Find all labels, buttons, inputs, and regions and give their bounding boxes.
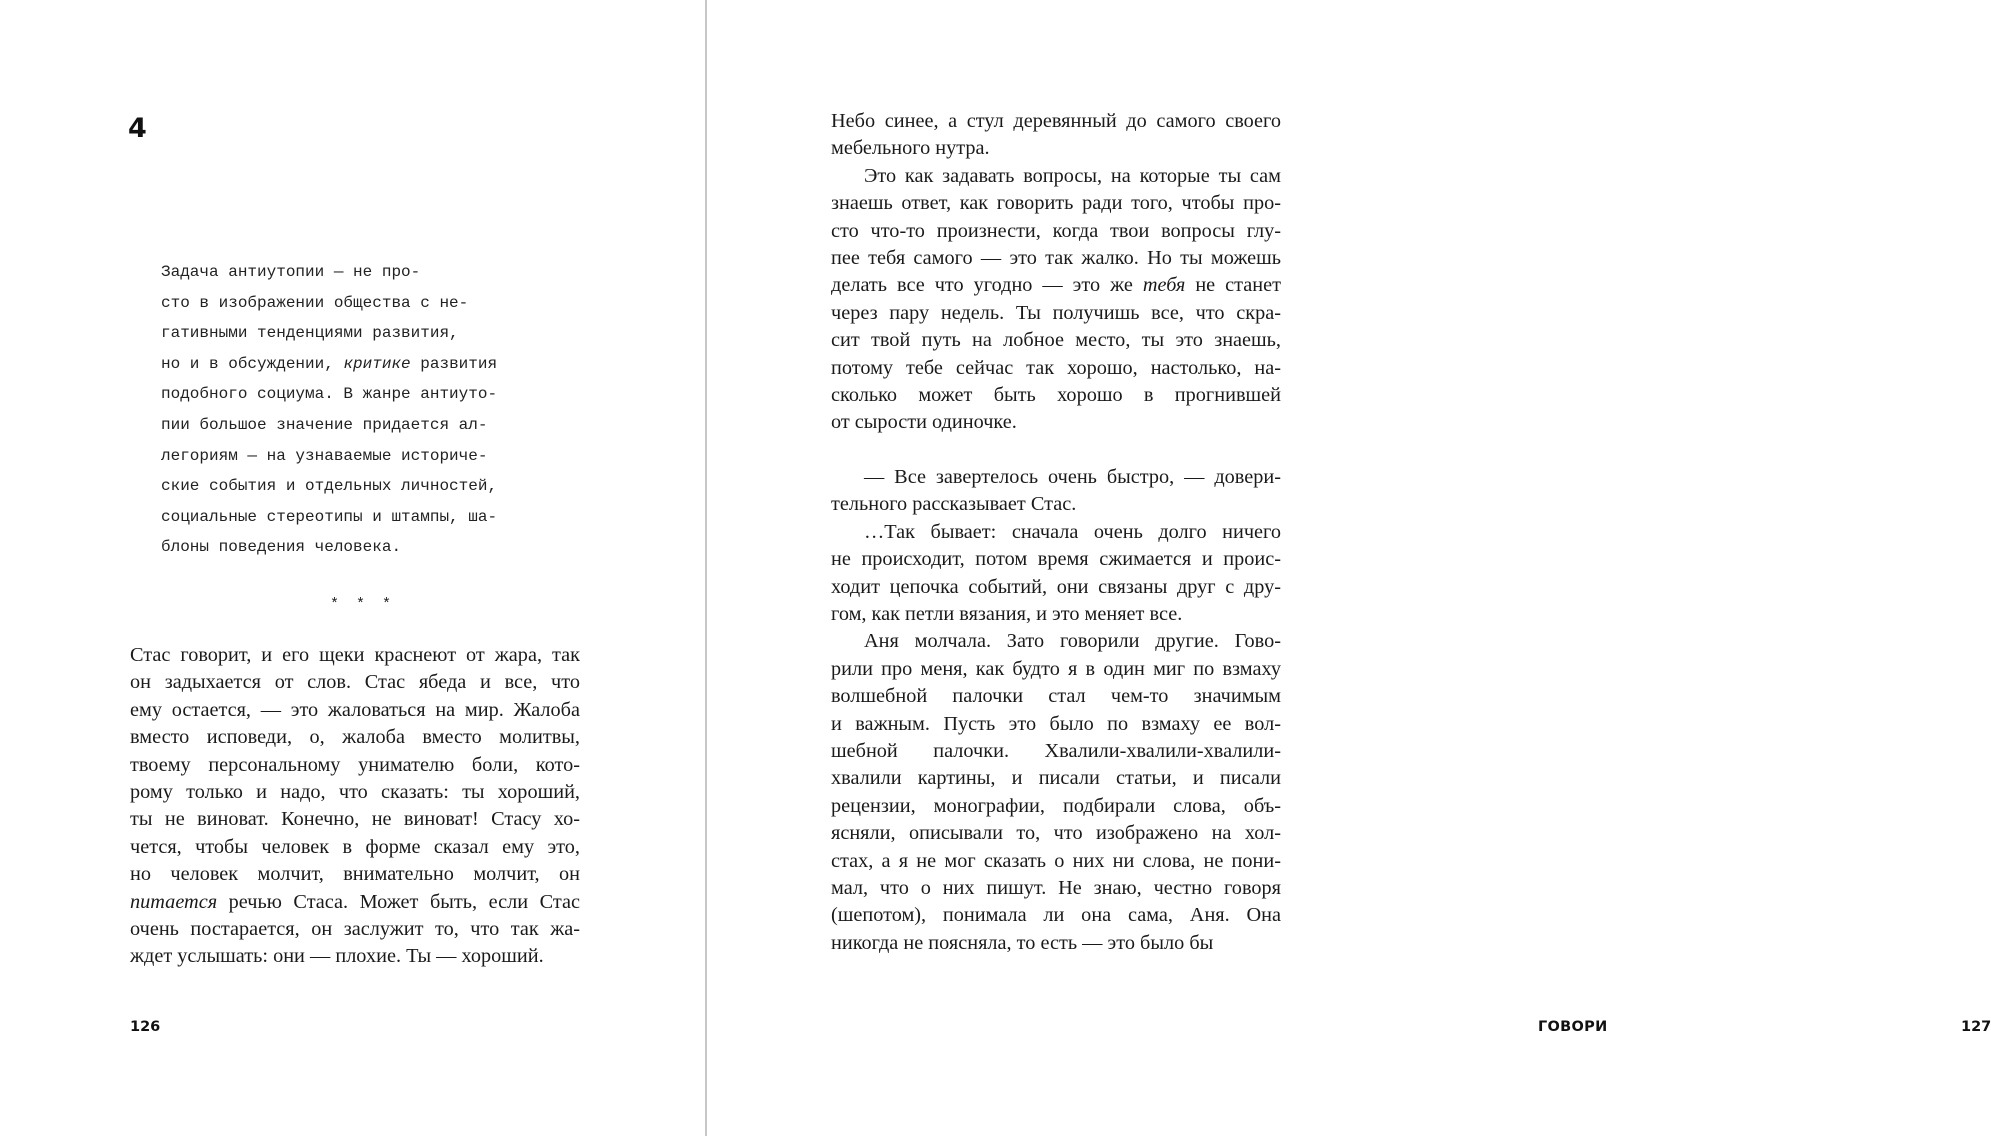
epigraph-line: подобного социума. В жанре антиуто-	[161, 385, 498, 404]
text-line: вместо исповеди, о, жалоба вместо молитвы,	[130, 726, 580, 749]
epigraph-line: сто в изображении общества с не-	[161, 293, 469, 312]
right-body-text	[831, 108, 1281, 957]
text-line: рому только и надо, что сказать: ты хороший,	[130, 780, 580, 803]
text-line: Небо синее, а стул деревянный до самого своего	[831, 110, 1281, 132]
left-page	[0, 0, 705, 1136]
paragraph	[831, 628, 1281, 957]
text-line: (шепотом), понимала ли она сама, Аня. Она	[831, 904, 1281, 927]
text-segment: развития	[410, 354, 498, 373]
text-line: никогда не поясняла, то есть — это было бы	[831, 931, 1214, 954]
text-line: через пару недель. Ты получишь все, что скра-	[831, 301, 1281, 324]
text-line: ходит цепочка событий, они связаны друг с дру-	[831, 575, 1281, 598]
text-line: стах, а я не мог сказать о них ни слова, не пони-	[831, 849, 1281, 872]
text-line: мебельного нутра.	[831, 137, 990, 160]
text-line: от сырости одиночке.	[831, 411, 1017, 434]
text-line: тельного рассказывает Стас.	[831, 493, 1077, 516]
text-segment: не станет	[1185, 274, 1281, 297]
paragraph	[831, 464, 1281, 519]
chapter-number: 4	[128, 113, 147, 144]
text-line: волшебной палочки стал чем-то значимым	[831, 685, 1281, 708]
paragraph	[831, 163, 1281, 437]
text-line: и важным. Пусть это было по взмаху ее вол-	[831, 712, 1281, 735]
text-line: — Все завертелось очень быстро, — довери-	[864, 466, 1281, 489]
text-segment: делать все что угодно — это же	[831, 274, 1143, 297]
paragraph	[831, 108, 1281, 163]
left-body-text	[130, 642, 580, 971]
text-segment: но и в обсуждении,	[161, 354, 344, 373]
text-line	[831, 272, 1281, 299]
text-line: потому тебе сейчас так хорошо, настолько, на-	[831, 356, 1281, 379]
emphasis: тебя	[1142, 274, 1186, 297]
epigraph	[161, 257, 581, 563]
text-line: гом, как петли вязания, и это меняет все.	[831, 603, 1183, 626]
text-line: сколько может быть хорошо в прогнившей	[831, 383, 1281, 406]
section-separator: * * *	[330, 596, 396, 613]
epigraph-line: Задача антиутопии — не про-	[161, 263, 421, 281]
text-line: сто что-то произнести, когда твои вопросы глу-	[831, 219, 1281, 242]
epigraph-line: ские события и отдельных личностей,	[161, 477, 498, 496]
text-line	[130, 889, 580, 916]
epigraph-line: пии большое значение придается ал-	[161, 415, 488, 434]
emphasis: питается	[130, 890, 218, 913]
text-line: пее тебя самого — это так жалко. Но ты можешь	[831, 246, 1281, 269]
epigraph-line: социальные стереотипы и штампы, ша-	[161, 507, 498, 526]
text-line: твоему персональному унимателю боли, кото-	[130, 753, 580, 776]
page-number-right: 127	[1961, 1019, 1991, 1035]
text-line: ясняли, описывали то, что изображено на хол-	[831, 822, 1281, 845]
text-line: …Так бывает: сначала очень долго ничего	[864, 520, 1281, 543]
paragraph-gap	[831, 437, 1281, 464]
paragraph	[831, 519, 1281, 629]
text-line: не происходит, потом время сжимается и проис-	[831, 548, 1281, 571]
text-line: ему остается, — это жаловаться на мир. Жалоба	[130, 698, 580, 721]
epigraph-line: гативными тенденциями развития,	[161, 324, 459, 343]
epigraph-line: блоны поведения человека.	[161, 538, 402, 557]
text-line: рецензии, монографии, подбирали слова, объ-	[831, 794, 1281, 817]
text-line: знаешь ответ, как говорить ради того, чтобы про-	[831, 192, 1281, 215]
text-line: мал, что о них пишут. Не знаю, честно говоря	[831, 876, 1281, 899]
text-line: ждет услышать: они — плохие. Ты — хороший.	[130, 945, 544, 968]
text-line: но человек молчит, внимательно молчит, он	[130, 863, 580, 886]
running-head: ГОВОРИ	[1538, 1019, 1608, 1035]
text-line: ты не виноват. Конечно, не виноват! Стасу хо-	[130, 808, 580, 831]
text-line: Стас говорит, и его щеки краснеют от жара, так	[130, 644, 580, 666]
text-line: хвалили картины, и писали статьи, и писали	[831, 767, 1281, 790]
emphasis: критике	[343, 354, 411, 373]
text-line: сит твой путь на лобное место, ты это знаешь,	[831, 329, 1281, 352]
epigraph-line: легориям — на узнаваемые историче-	[161, 446, 488, 465]
text-line: рили про меня, как будто я в один миг по взмаху	[831, 657, 1281, 680]
text-line: чется, чтобы человек в форме сказал ему это,	[130, 835, 580, 858]
epigraph-line	[161, 349, 581, 380]
text-line: Аня молчала. Зато говорили другие. Гово-	[864, 630, 1281, 653]
text-segment: речью Стаса. Может быть, если Стас	[217, 890, 580, 913]
text-line: шебной палочки. Хвалили-хвалили-хвалили-	[831, 739, 1281, 762]
text-line: Это как задавать вопросы, на которые ты сам	[864, 164, 1281, 187]
page-number-left: 126	[130, 1019, 161, 1035]
text-line: очень постарается, он заслужит то, что так жа-	[130, 917, 580, 940]
text-line: он задыхается от слов. Стас ябеда и все, что	[130, 671, 580, 694]
